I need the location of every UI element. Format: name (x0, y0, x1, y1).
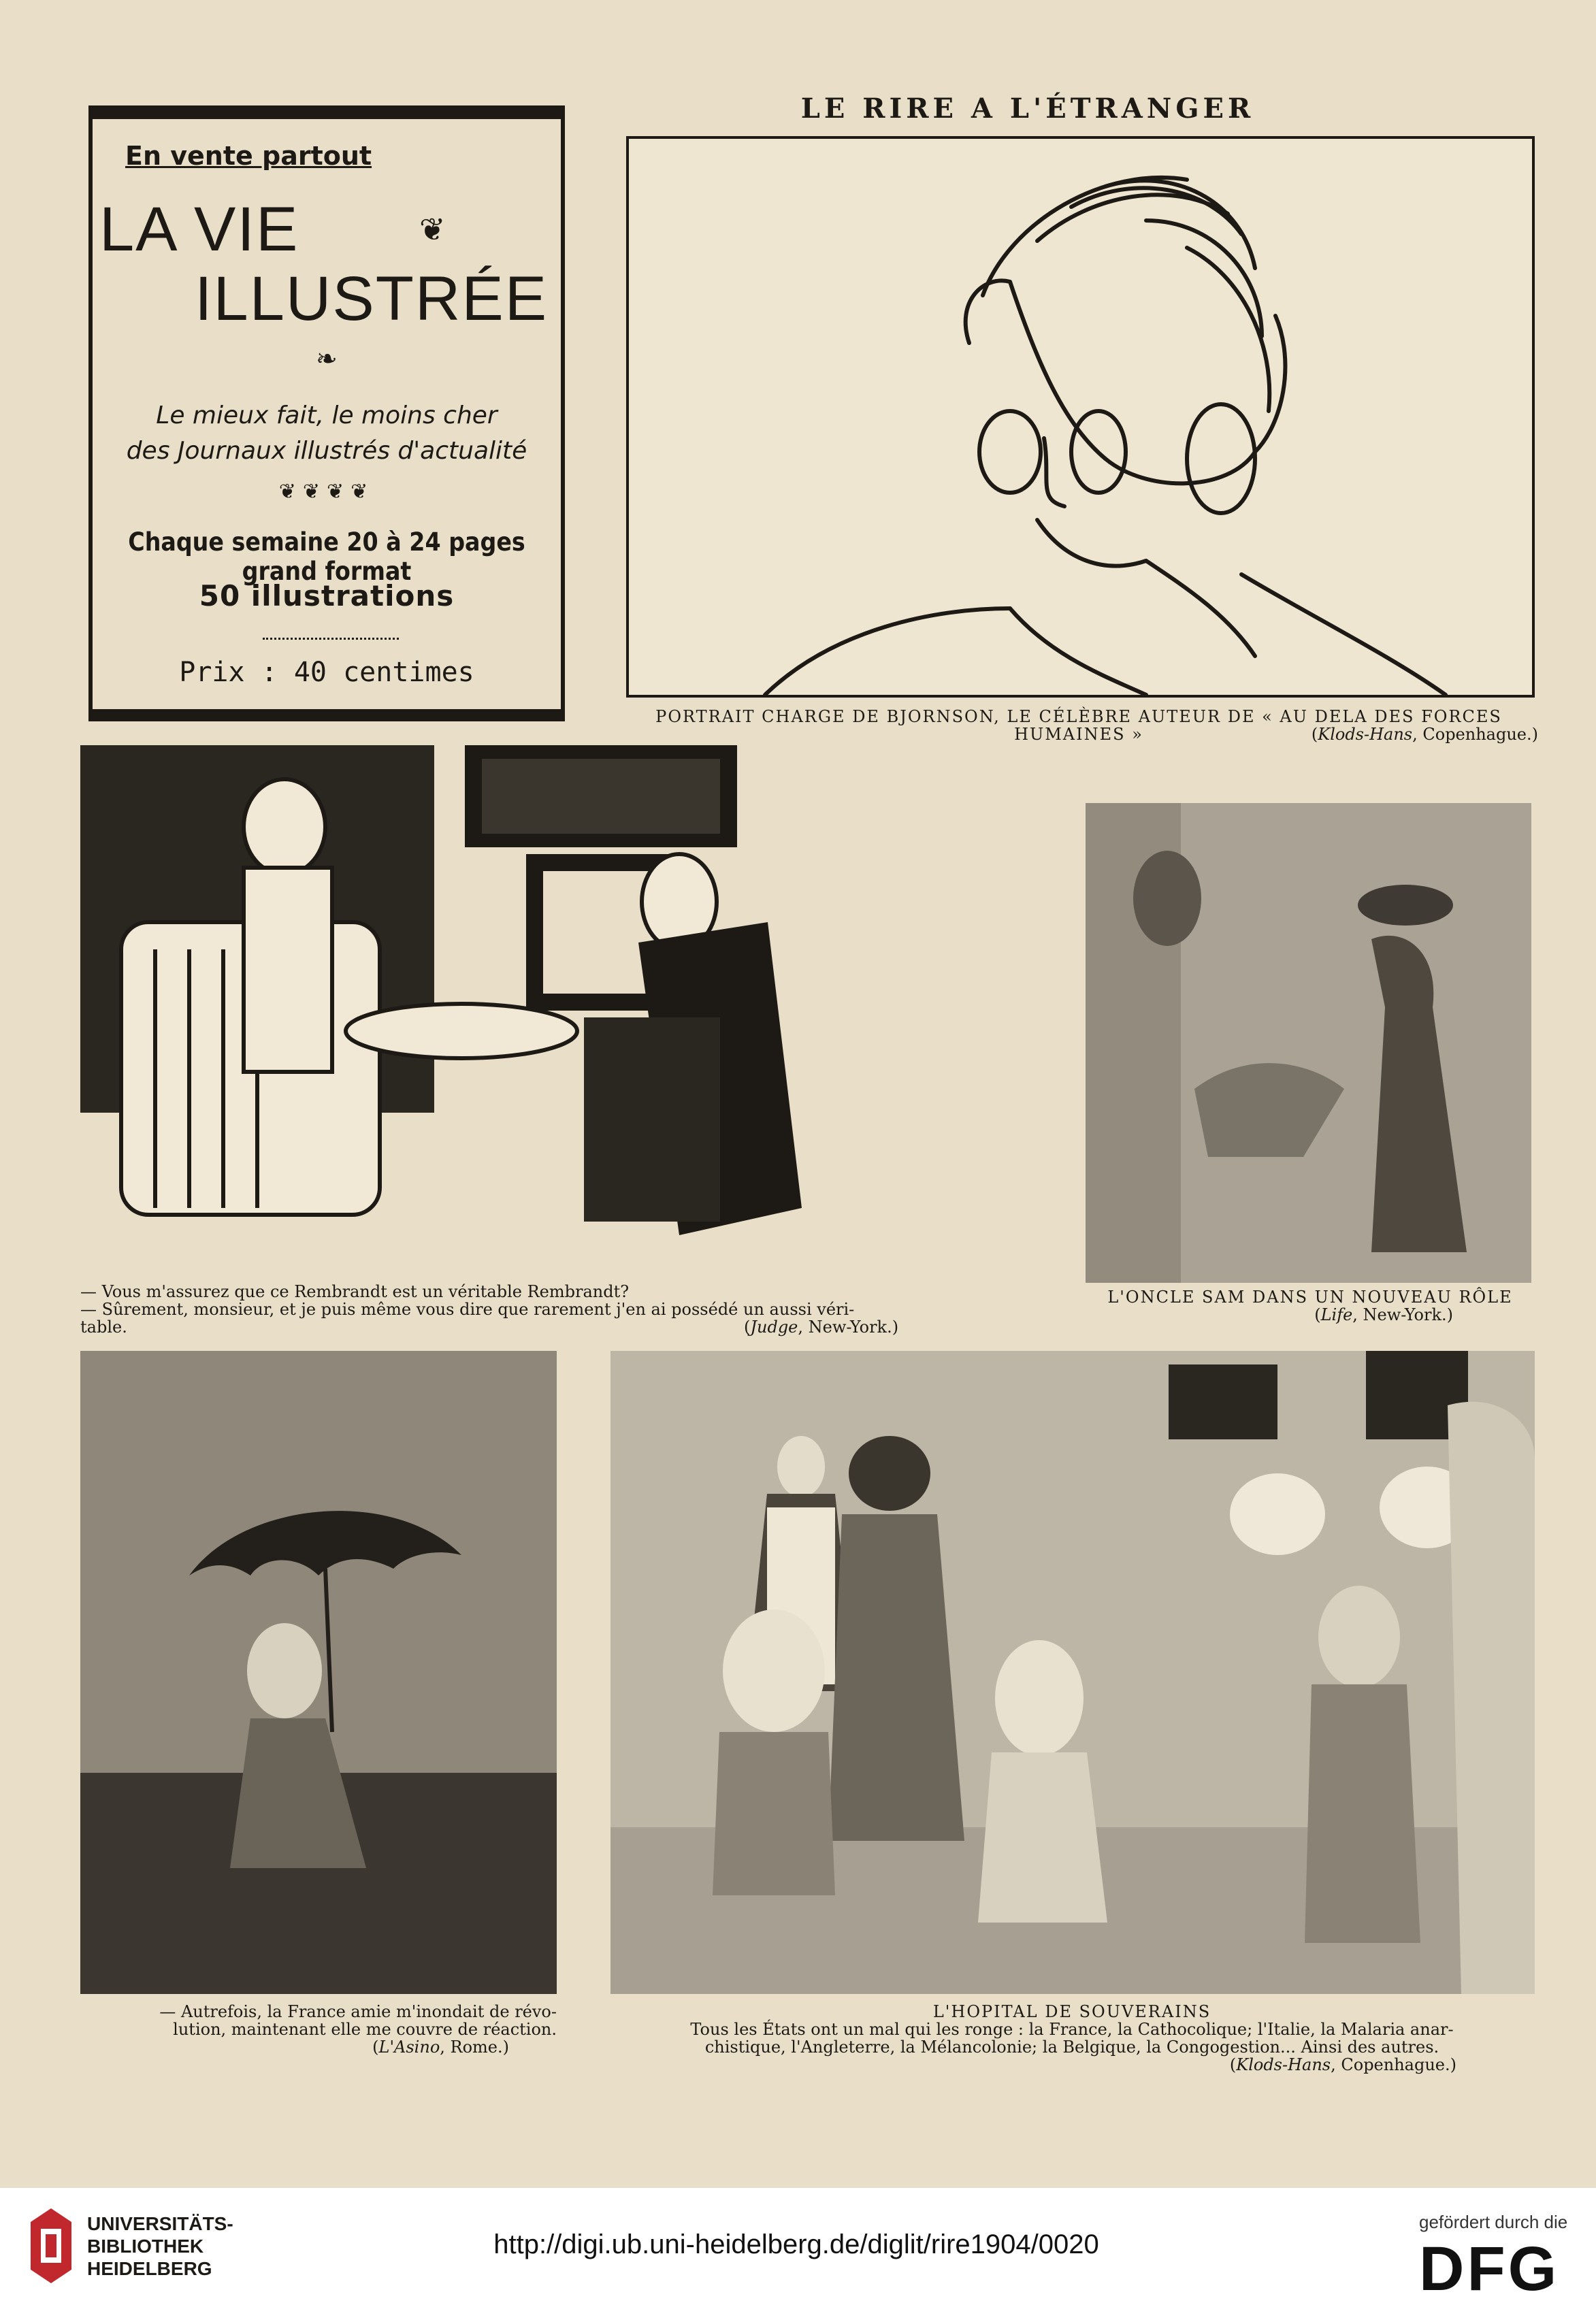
permalink-url[interactable]: http://digi.ub.uni-heidelberg.de/diglit/rire1904/0020 (493, 2229, 1099, 2259)
illustration-hopital (610, 1351, 1535, 1994)
caption-rembrandt-line3: table. (80, 1318, 127, 1337)
caption-bjornson-title: PORTRAIT CHARGE DE BJORNSON, LE CÉLÈBRE AUTEUR DE « AU DELA DES FORCES HUMAINES » (655, 707, 1502, 744)
wash-drawing (610, 1351, 1535, 1994)
ad-pages: Chaque semaine 20 à 24 pages grand format (128, 527, 525, 586)
ad-price: Prix : 40 centimes (179, 657, 474, 688)
funded-by-label: gefördert durch die (1419, 2212, 1568, 2232)
caption-hopital-source: (Klods-Hans, Copenhague.) (1229, 2055, 1456, 2074)
source-place: , Copenhague.) (1331, 2055, 1456, 2074)
source-title: Klods-Hans (1236, 2055, 1331, 2074)
illustration-oncle-sam (1086, 803, 1531, 1283)
illustration-asino (80, 1351, 557, 1994)
library-name-line3: HEIDELBERG (87, 2258, 212, 2279)
advertisement-box (88, 105, 565, 721)
caption-hopital (599, 2003, 1545, 2056)
caption-asino (80, 2003, 557, 2056)
source-title: Life (1320, 1305, 1353, 1324)
library-name-line1: UNIVERSITÄTS- (87, 2213, 233, 2234)
source-place: , Copenhague.) (1412, 725, 1538, 744)
illustration-rembrandt (80, 745, 979, 1276)
ad-tagline-line2: des Journaux illustrés d'actualité (126, 437, 527, 465)
caption-asino-source: (L'Asino, Rome.) (372, 2038, 509, 2057)
source-place: , New-York.) (1352, 1305, 1453, 1324)
caption-hopital-title: L'HOPITAL DE SOUVERAINS (932, 2002, 1211, 2021)
ornament-icon: ❦❦❦❦ (278, 480, 375, 504)
ad-illustrations: 50 illustrations (199, 579, 455, 612)
library-name[interactable] (87, 2212, 233, 2280)
wash-drawing (80, 1351, 557, 1994)
caption-bjornson-source: (Klods-Hans, Copenhague.) (1311, 725, 1538, 744)
ornament-icon: ❧ (316, 344, 338, 374)
ornament-icon: ❦ (419, 211, 446, 248)
page-header-title: LE RIRE A L'ÉTRANGER (800, 93, 1255, 125)
source-title: Klods-Hans (1318, 725, 1413, 744)
source-title: Judge (750, 1318, 798, 1337)
caption-oncle-sam-source: (Life, New-York.) (1314, 1305, 1453, 1324)
caption-rembrandt-line2: — Sûrement, monsieur, et je puis même vous dire que rarement j'en ai possédé un aussi véri- (80, 1300, 855, 1319)
caricature-drawing (629, 139, 1532, 695)
source-title: L'Asino (378, 2038, 440, 2057)
caption-hopital-line1: Tous les États ont un mal qui les ronge : la France, la Cathocolique; l'Italie, la Malaria anar- (690, 2020, 1454, 2039)
caption-asino-line2: lution, maintenant elle me couvre de réaction. (173, 2020, 557, 2039)
ad-tagline-line1: Le mieux fait, le moins cher (156, 402, 498, 429)
ad-tagline (93, 398, 561, 469)
caption-oncle-sam-title: L'ONCLE SAM DANS UN NOUVEAU RÔLE (1107, 1288, 1513, 1307)
caption-rembrandt (80, 1283, 979, 1336)
caption-oncle-sam (1086, 1288, 1535, 1306)
ad-title-line2: ILLUSTRÉE (195, 264, 549, 333)
ad-kicker: En vente partout (125, 141, 372, 171)
cartoon-drawing (80, 745, 979, 1276)
dfg-logo[interactable]: DFG (1419, 2234, 1560, 2304)
caption-asino-line1: — Autrefois, la France amie m'inondait de révo- (159, 2002, 557, 2021)
caption-hopital-line2: chistique, l'Angleterre, la Mélancolonie; la Belgique, la Congogestion... Ainsi des autres. (704, 2038, 1439, 2057)
library-name-line2: BIBLIOTHEK (87, 2236, 204, 2257)
library-logo-icon[interactable] (24, 2208, 78, 2283)
caption-rembrandt-source: (Judge, New-York.) (744, 1318, 899, 1337)
source-place: , Rome.) (440, 2038, 509, 2057)
divider (263, 631, 399, 640)
wash-drawing (1086, 803, 1531, 1283)
caption-rembrandt-line1: — Vous m'assurez que ce Rembrandt est un véritable Rembrandt? (80, 1282, 630, 1301)
ad-title-line1: LA VIE (99, 195, 299, 264)
illustration-bjornson (626, 136, 1535, 698)
source-place: , New-York.) (798, 1318, 899, 1337)
